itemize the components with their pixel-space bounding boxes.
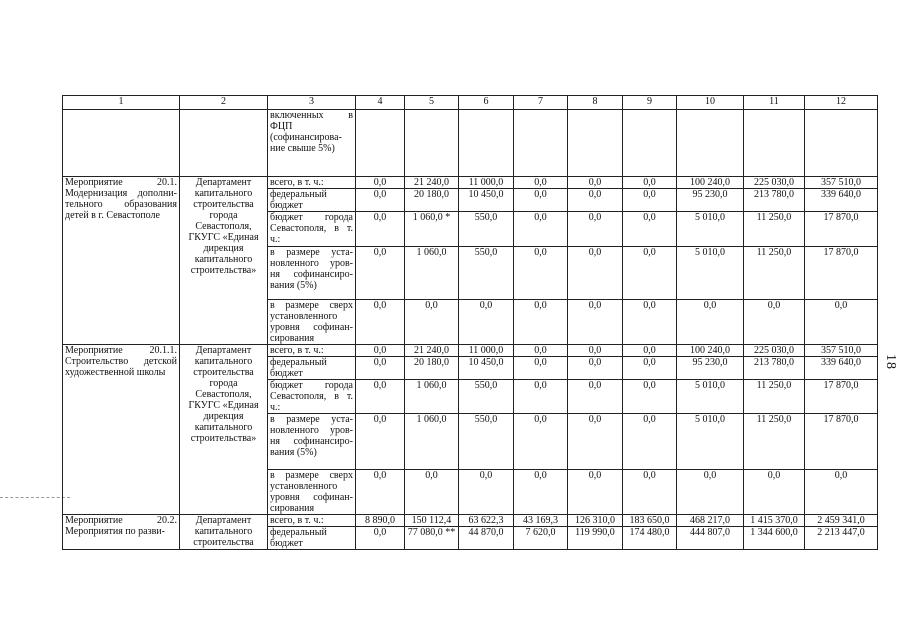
empty-cell [356, 110, 405, 177]
column-number: 5 [405, 96, 459, 110]
amount-cell: 0,0 [568, 380, 623, 414]
amount-cell: 10 450,0 [459, 357, 514, 380]
funding-source: федеральный бюджет [268, 357, 356, 380]
margin-dash [0, 497, 70, 498]
amount-cell: 0,0 [405, 300, 459, 345]
funding-source: федеральный бюджет [268, 189, 356, 212]
amount-cell: 21 240,0 [405, 177, 459, 189]
amount-cell: 0,0 [514, 212, 568, 247]
amount-cell: 5 010,0 [677, 380, 744, 414]
amount-cell: 0,0 [356, 345, 405, 357]
column-number: 9 [623, 96, 677, 110]
amount-cell: 0,0 [356, 300, 405, 345]
amount-cell: 0,0 [568, 300, 623, 345]
amount-cell: 339 640,0 [805, 357, 878, 380]
funding-source: в размере сверх установленного уровня софинан-сирования [268, 300, 356, 345]
amount-cell: 0,0 [356, 414, 405, 470]
amount-cell: 100 240,0 [677, 177, 744, 189]
amount-cell: 0,0 [623, 380, 677, 414]
executor-name: Департамент капитального строительства [180, 515, 268, 550]
amount-cell: 174 480,0 [623, 527, 677, 550]
amount-cell: 0,0 [568, 177, 623, 189]
amount-cell: 43 169,3 [514, 515, 568, 527]
carryover-row [63, 110, 878, 177]
amount-cell: 0,0 [623, 189, 677, 212]
column-number: 4 [356, 96, 405, 110]
table-row [63, 515, 878, 527]
amount-cell: 77 080,0 ** [405, 527, 459, 550]
amount-cell: 0,0 [623, 212, 677, 247]
funding-source: федеральный бюджет [268, 527, 356, 550]
amount-cell: 0,0 [356, 527, 405, 550]
amount-cell: 5 010,0 [677, 414, 744, 470]
amount-cell: 1 344 600,0 [744, 527, 805, 550]
amount-cell: 0,0 [568, 247, 623, 300]
amount-cell: 0,0 [514, 345, 568, 357]
budget-table [62, 95, 878, 550]
amount-cell: 0,0 [356, 380, 405, 414]
amount-cell: 1 060,0 * [405, 212, 459, 247]
amount-cell: 225 030,0 [744, 177, 805, 189]
amount-cell: 0,0 [568, 345, 623, 357]
amount-cell: 0,0 [568, 189, 623, 212]
empty-cell [677, 110, 744, 177]
amount-cell: 100 240,0 [677, 345, 744, 357]
amount-cell: 0,0 [623, 414, 677, 470]
amount-cell: 0,0 [744, 470, 805, 515]
column-number-row [63, 96, 878, 110]
amount-cell: 95 230,0 [677, 357, 744, 380]
activity-name: Мероприятие 20.1.1. Строительство детской художественной школы [63, 345, 180, 515]
amount-cell: 0,0 [514, 177, 568, 189]
amount-cell: 0,0 [514, 470, 568, 515]
amount-cell: 0,0 [623, 300, 677, 345]
amount-cell: 10 450,0 [459, 189, 514, 212]
amount-cell: 0,0 [514, 380, 568, 414]
amount-cell: 0,0 [514, 414, 568, 470]
amount-cell: 11 250,0 [744, 414, 805, 470]
amount-cell: 0,0 [568, 414, 623, 470]
amount-cell: 550,0 [459, 380, 514, 414]
amount-cell: 63 622,3 [459, 515, 514, 527]
amount-cell: 0,0 [356, 177, 405, 189]
amount-cell: 468 217,0 [677, 515, 744, 527]
column-number: 10 [677, 96, 744, 110]
amount-cell: 44 870,0 [459, 527, 514, 550]
amount-cell: 0,0 [356, 247, 405, 300]
column-number: 11 [744, 96, 805, 110]
amount-cell: 0,0 [514, 189, 568, 212]
amount-cell: 0,0 [568, 470, 623, 515]
amount-cell: 339 640,0 [805, 189, 878, 212]
empty-cell [744, 110, 805, 177]
carryover-label: включенных в ФЦП (софинансирова-ние свыше 5%) [268, 110, 356, 177]
funding-source: всего, в т. ч.: [268, 345, 356, 357]
amount-cell: 1 060,0 [405, 247, 459, 300]
empty-cell [623, 110, 677, 177]
amount-cell: 0,0 [623, 177, 677, 189]
amount-cell: 0,0 [623, 357, 677, 380]
column-number: 7 [514, 96, 568, 110]
empty-cell [514, 110, 568, 177]
amount-cell: 550,0 [459, 212, 514, 247]
column-number: 12 [805, 96, 878, 110]
amount-cell: 225 030,0 [744, 345, 805, 357]
amount-cell: 0,0 [356, 212, 405, 247]
amount-cell: 1 060,0 [405, 414, 459, 470]
column-number: 8 [568, 96, 623, 110]
amount-cell: 11 000,0 [459, 345, 514, 357]
amount-cell: 17 870,0 [805, 380, 878, 414]
funding-source: в размере уста-новленного уров-ня софинансиро-вания (5%) [268, 414, 356, 470]
amount-cell: 2 213 447,0 [805, 527, 878, 550]
activity-name: Мероприятие 20.1. Модернизация дополни-тельного образования детей в г. Севастополе [63, 177, 180, 345]
amount-cell: 0,0 [514, 247, 568, 300]
amount-cell: 1 415 370,0 [744, 515, 805, 527]
executor-name: Департамент капитального строительства города Севастополя, ГКУГС «Единая дирекция капитального строительства» [180, 177, 268, 345]
empty-cell [459, 110, 514, 177]
amount-cell: 17 870,0 [805, 414, 878, 470]
amount-cell: 20 180,0 [405, 189, 459, 212]
amount-cell: 17 870,0 [805, 212, 878, 247]
amount-cell: 213 780,0 [744, 357, 805, 380]
amount-cell: 126 310,0 [568, 515, 623, 527]
amount-cell: 11 000,0 [459, 177, 514, 189]
empty-cell [805, 110, 878, 177]
table-row [63, 345, 878, 357]
empty-cell [568, 110, 623, 177]
amount-cell: 183 650,0 [623, 515, 677, 527]
amount-cell: 0,0 [623, 247, 677, 300]
column-number: 6 [459, 96, 514, 110]
funding-source: в размере сверх установленного уровня софинан-сирования [268, 470, 356, 515]
amount-cell: 444 807,0 [677, 527, 744, 550]
amount-cell: 11 250,0 [744, 247, 805, 300]
funding-source: в размере уста-новленного уров-ня софинансиро-вания (5%) [268, 247, 356, 300]
amount-cell: 1 060,0 [405, 380, 459, 414]
amount-cell: 7 620,0 [514, 527, 568, 550]
amount-cell: 5 010,0 [677, 212, 744, 247]
table-row [63, 177, 878, 189]
amount-cell: 5 010,0 [677, 247, 744, 300]
funding-source: всего, в т. ч.: [268, 177, 356, 189]
amount-cell: 0,0 [459, 470, 514, 515]
amount-cell: 0,0 [744, 300, 805, 345]
amount-cell: 0,0 [623, 470, 677, 515]
amount-cell: 357 510,0 [805, 345, 878, 357]
amount-cell: 0,0 [405, 470, 459, 515]
amount-cell: 0,0 [568, 212, 623, 247]
page-number: 18 [883, 354, 898, 370]
amount-cell: 550,0 [459, 247, 514, 300]
amount-cell: 8 890,0 [356, 515, 405, 527]
amount-cell: 357 510,0 [805, 177, 878, 189]
amount-cell: 0,0 [623, 345, 677, 357]
funding-source: бюджет города Севастополя, в т. ч.: [268, 380, 356, 414]
amount-cell: 0,0 [677, 300, 744, 345]
amount-cell: 213 780,0 [744, 189, 805, 212]
amount-cell: 0,0 [514, 357, 568, 380]
amount-cell: 0,0 [805, 470, 878, 515]
amount-cell: 0,0 [568, 357, 623, 380]
amount-cell: 11 250,0 [744, 380, 805, 414]
column-number: 2 [180, 96, 268, 110]
amount-cell: 21 240,0 [405, 345, 459, 357]
empty-cell [405, 110, 459, 177]
amount-cell: 550,0 [459, 414, 514, 470]
executor-name: Департамент капитального строительства города Севастополя, ГКУГС «Единая дирекция капитального строительства» [180, 345, 268, 515]
activity-name: Мероприятие 20.2. Мероприятия по разви- [63, 515, 180, 550]
amount-cell: 0,0 [677, 470, 744, 515]
amount-cell: 0,0 [356, 470, 405, 515]
amount-cell: 17 870,0 [805, 247, 878, 300]
empty-cell [180, 110, 268, 177]
amount-cell: 119 990,0 [568, 527, 623, 550]
column-number: 1 [63, 96, 180, 110]
amount-cell: 0,0 [805, 300, 878, 345]
amount-cell: 20 180,0 [405, 357, 459, 380]
amount-cell: 0,0 [459, 300, 514, 345]
amount-cell: 0,0 [356, 357, 405, 380]
empty-cell [63, 110, 180, 177]
amount-cell: 0,0 [514, 300, 568, 345]
amount-cell: 150 112,4 [405, 515, 459, 527]
amount-cell: 0,0 [356, 189, 405, 212]
amount-cell: 95 230,0 [677, 189, 744, 212]
funding-source: всего, в т. ч.: [268, 515, 356, 527]
funding-source: бюджет города Севастополя, в т. ч.: [268, 212, 356, 247]
column-number: 3 [268, 96, 356, 110]
amount-cell: 2 459 341,0 [805, 515, 878, 527]
amount-cell: 11 250,0 [744, 212, 805, 247]
